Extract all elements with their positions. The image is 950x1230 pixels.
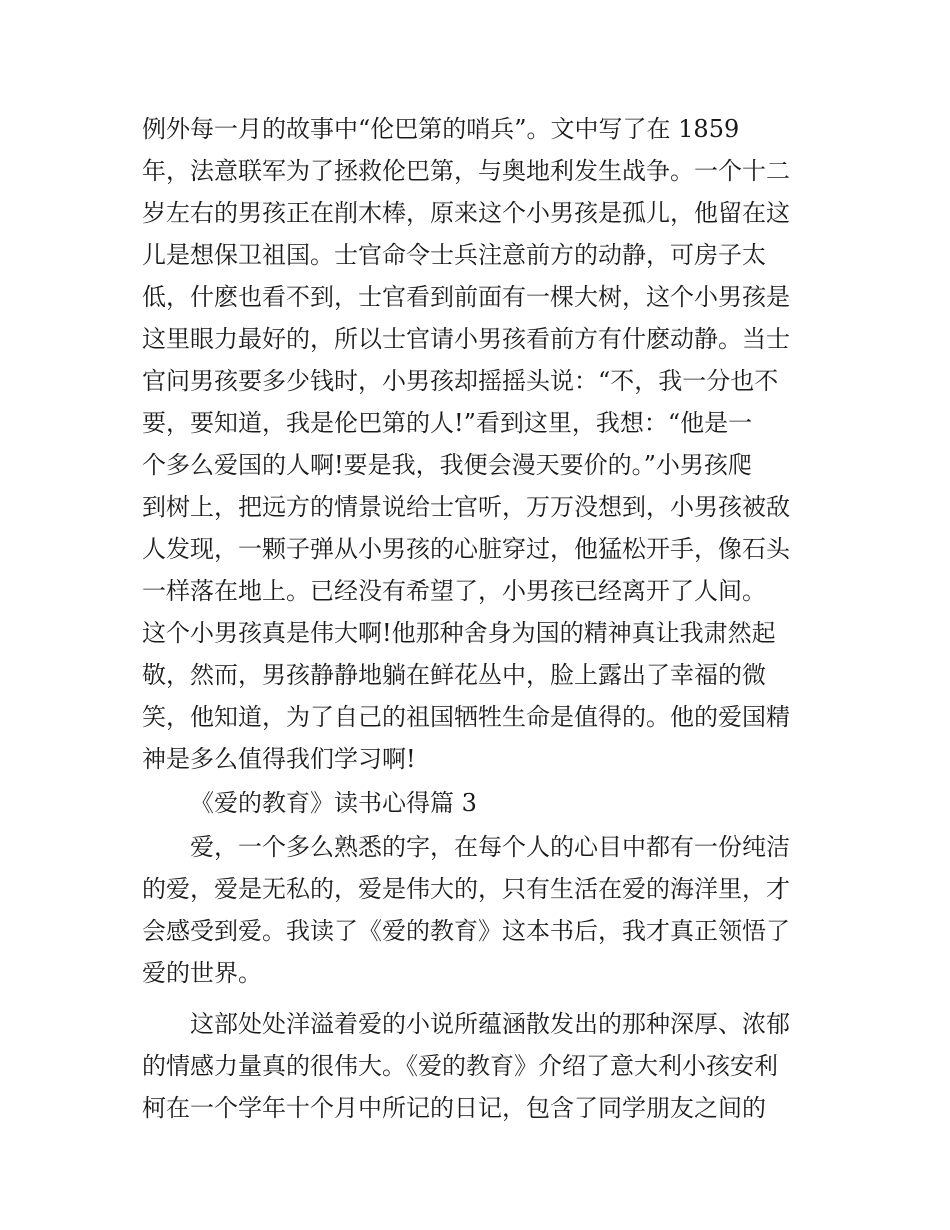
- text-line: 岁左右的男孩正在削木棒，原来这个小男孩是孤儿，他留在这: [142, 199, 790, 227]
- text-line: 这部处处洋溢着爱的小说所蕴涵散发出的那种深厚、浓郁: [190, 1010, 790, 1038]
- text-line: 笑，他知道，为了自己的祖国牺牲生命是值得的。他的爱国精: [142, 703, 790, 731]
- text-line: 儿是想保卫祖国。士官命令士兵注意前方的动静，可房子太: [142, 241, 766, 269]
- text-line: 这个小男孩真是伟大啊!他那种舍身为国的精神真让我肃然起: [142, 619, 776, 647]
- text-line: 例外每一月的故事中“伦巴第的哨兵”。文中写了在 1859: [142, 115, 740, 143]
- text-line: 这里眼力最好的，所以士官请小男孩看前方有什麽动静。当士: [142, 325, 790, 353]
- text-line: 会感受到爱。我读了《爱的教育》这本书后，我才真正领悟了: [142, 917, 790, 945]
- text-line: 要，要知道，我是伦巴第的人!”看到这里，我想：“他是一: [142, 409, 753, 437]
- text-line: 爱的世界。: [142, 959, 262, 987]
- text-line: 人发现，一颗子弹从小男孩的心脏穿过，他猛松开手，像石头: [142, 535, 790, 563]
- document-body: [142, 108, 812, 1129]
- text-line: 低，什麽也看不到，士官看到前面有一棵大树，这个小男孩是: [142, 283, 790, 311]
- paragraph-love: [142, 826, 812, 994]
- text-line: 的情感力量真的很伟大。《爱的教育》介绍了意大利小孩安利: [142, 1052, 778, 1080]
- text-line: 敬，然而，男孩静静地躺在鲜花丛中，脸上露出了幸福的微: [142, 661, 766, 689]
- text-line: 个多么爱国的人啊!要是我，我便会漫天要价的。”小男孩爬: [142, 451, 752, 479]
- text-line: 官问男孩要多少钱时，小男孩却摇摇头说：“不，我一分也不: [142, 367, 779, 395]
- section-heading-block: [142, 782, 812, 824]
- text-line: 年，法意联军为了拯救伦巴第，与奥地利发生战争。一个十二: [142, 157, 790, 185]
- text-line: 神是多么值得我们学习啊!: [142, 745, 416, 773]
- text-line: 一样落在地上。已经没有希望了，小男孩已经离开了人间。: [142, 577, 766, 605]
- section-heading: 《爱的教育》读书心得篇 3: [190, 789, 477, 817]
- paragraph-story: [142, 108, 812, 612]
- paragraph-reflection: [142, 612, 812, 780]
- text-line: 的爱，爱是无私的，爱是伟大的，只有生活在爱的海洋里，才: [142, 875, 790, 903]
- text-line: 到树上，把远方的情景说给士官听，万万没想到，小男孩被敌: [142, 493, 790, 521]
- text-line: 爱，一个多么熟悉的字，在每个人的心目中都有一份纯洁: [190, 833, 790, 861]
- paragraph-novel: [142, 1003, 812, 1129]
- text-line: 柯在一个学年十个月中所记的日记，包含了同学朋友之间的: [142, 1094, 766, 1122]
